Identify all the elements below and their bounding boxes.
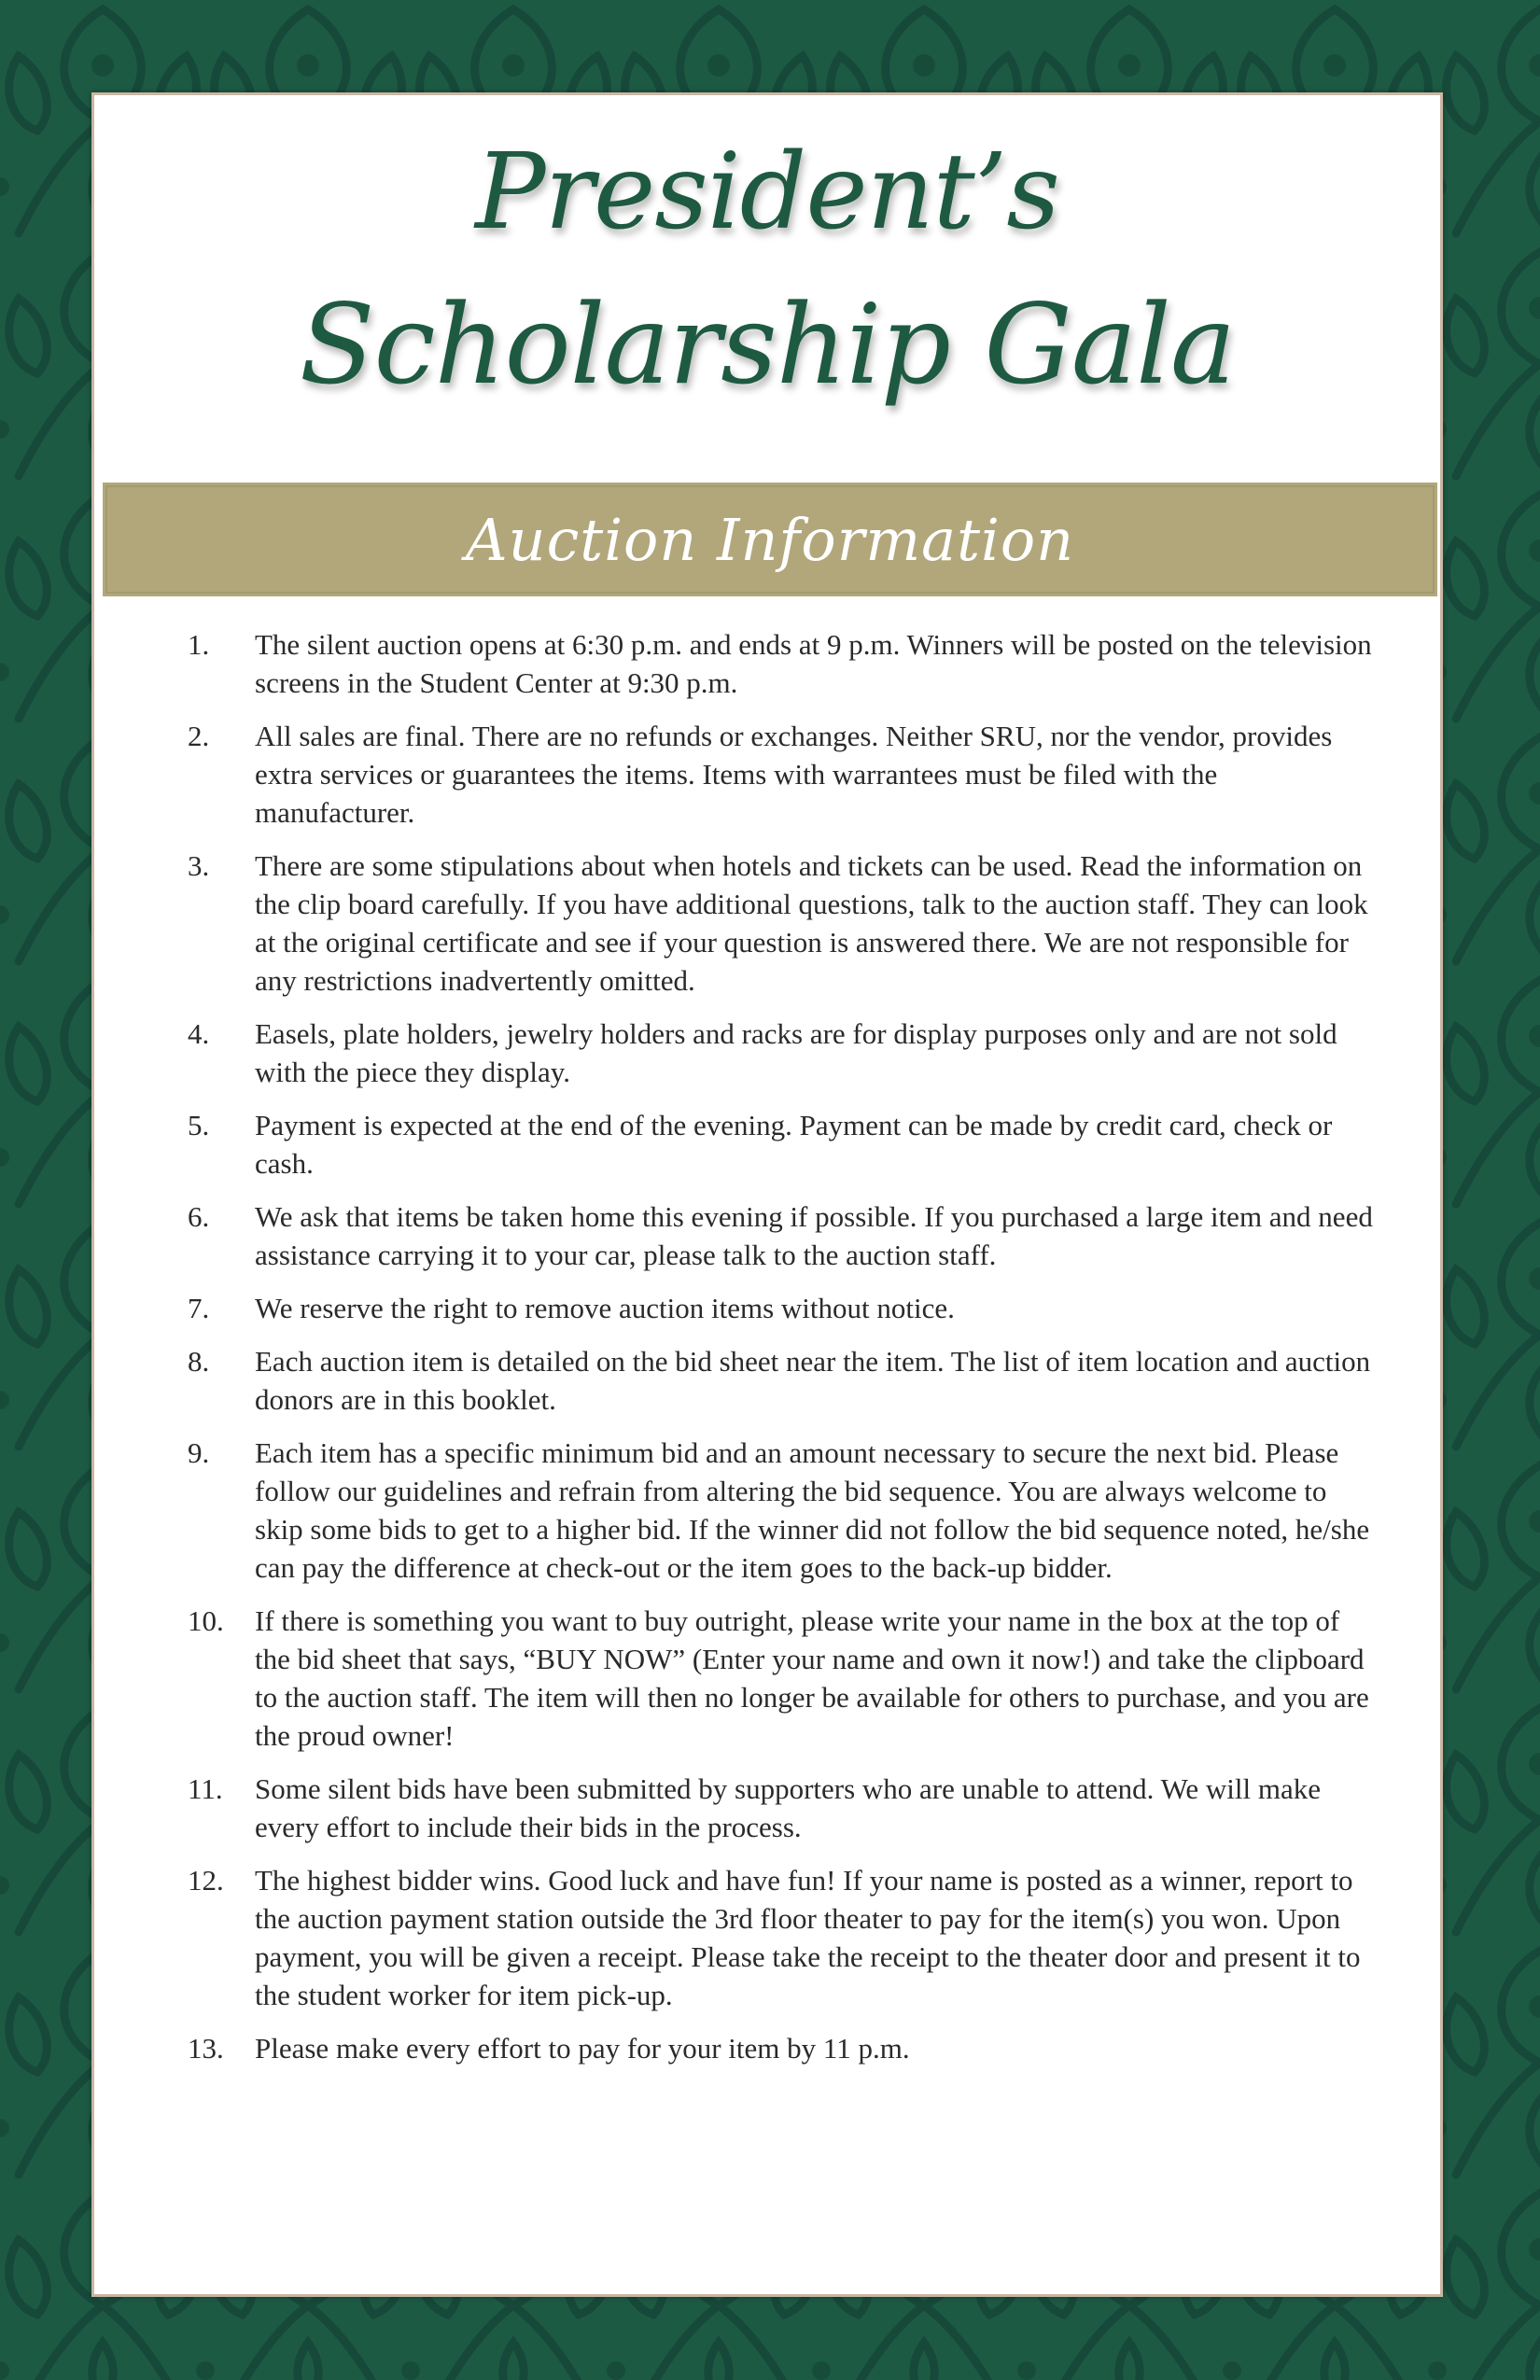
rule-text: Payment is expected at the end of the evening. Payment can be made by credit card, check or cash.: [255, 1109, 1333, 1180]
section-banner: [100, 480, 1440, 599]
rule-number: 4.: [188, 1017, 210, 1050]
rule-item: [94, 717, 1440, 832]
rule-item: [94, 1861, 1440, 2014]
rule-text: We ask that items be taken home this evening if possible. If you purchased a large item and need assistance carrying it to your car, please talk to the auction staff.: [255, 1200, 1373, 1271]
rule-text: Some silent bids have been submitted by supporters who are unable to attend. We will make every effort to include their bids in the process.: [255, 1772, 1321, 1843]
rule-item: [94, 1015, 1440, 1091]
rule-text: Please make every effort to pay for your item by 11 p.m.: [255, 2032, 910, 2065]
rule-text: If there is something you want to buy outright, please write your name in the box at the top of the bid sheet that says, “BUY NOW” (Enter your name and own it now!) and take the clipboard to the auction staff. The item will then no longer be available for others to purchase, and you are the proud owner!: [255, 1604, 1369, 1752]
rule-item: [94, 1434, 1440, 1587]
rule-number: 13.: [188, 2032, 224, 2065]
rule-item: [94, 1197, 1440, 1274]
rule-number: 6.: [188, 1200, 210, 1233]
rule-number: 10.: [188, 1604, 224, 1637]
rule-item: [94, 1106, 1440, 1183]
rule-text: Each auction item is detailed on the bid sheet near the item. The list of item location and auction donors are in this booklet.: [255, 1345, 1371, 1416]
rule-number: 11.: [188, 1772, 223, 1805]
rule-text: The silent auction opens at 6:30 p.m. and ends at 9 p.m. Winners will be posted on the television screens in the Student Center at 9:30 p.m.: [255, 628, 1372, 699]
rule-text: We reserve the right to remove auction items without notice.: [255, 1292, 955, 1324]
rule-text: The highest bidder wins. Good luck and have fun! If your name is posted as a winner, report to the auction payment station outside the 3rd floor theater to pay for the item(s) you won. Upon payment, you will be given a receipt. Please take the receipt to the theater door and present it to the student worker for item pick-up.: [255, 1864, 1361, 2011]
rule-number: 3.: [188, 849, 210, 882]
rule-number: 12.: [188, 1864, 224, 1897]
rule-text: All sales are final. There are no refunds or exchanges. Neither SRU, nor the vendor, provides extra services or guarantees the items. Items with warrantees must be filed with the manufacturer.: [255, 720, 1333, 829]
auction-rules-list: [94, 625, 1440, 2082]
rule-number: 8.: [188, 1345, 210, 1378]
rule-item: [94, 1602, 1440, 1755]
rule-item: [94, 1289, 1440, 1327]
section-heading: Auction Information: [465, 505, 1075, 574]
rule-item: [94, 1342, 1440, 1419]
rule-number: 9.: [188, 1436, 210, 1469]
page-title-line2: Scholarship Gala: [299, 280, 1236, 409]
rule-item: [94, 625, 1440, 702]
rule-text: Easels, plate holders, jewelry holders and racks are for display purposes only and are not sold with the piece they display.: [255, 1017, 1337, 1088]
rule-number: 5.: [188, 1109, 210, 1141]
rule-text: There are some stipulations about when hotels and tickets can be used. Read the information on the clip board carefully. If you have additional questions, talk to the auction staff. They can look at the original certificate and see if your question is answered there. We are not responsible for any restrictions inadvertently omitted.: [255, 849, 1368, 997]
auction-info-card: [91, 92, 1443, 2297]
rule-number: 2.: [188, 720, 210, 752]
page-title-line1: President’s: [475, 132, 1059, 253]
rule-item: [94, 847, 1440, 1000]
rule-item: [94, 1770, 1440, 1846]
rule-number: 7.: [188, 1292, 210, 1324]
rule-item: [94, 2029, 1440, 2067]
rule-text: Each item has a specific minimum bid and an amount necessary to secure the next bid. Please follow our guidelines and refrain from altering the bid sequence. You are always welcome to skip some bids to get to a higher bid. If the winner did not follow the bid sequence noted, he/she can pay the difference at check-out or the item goes to the back-up bidder.: [255, 1436, 1370, 1584]
rule-number: 1.: [188, 628, 210, 661]
